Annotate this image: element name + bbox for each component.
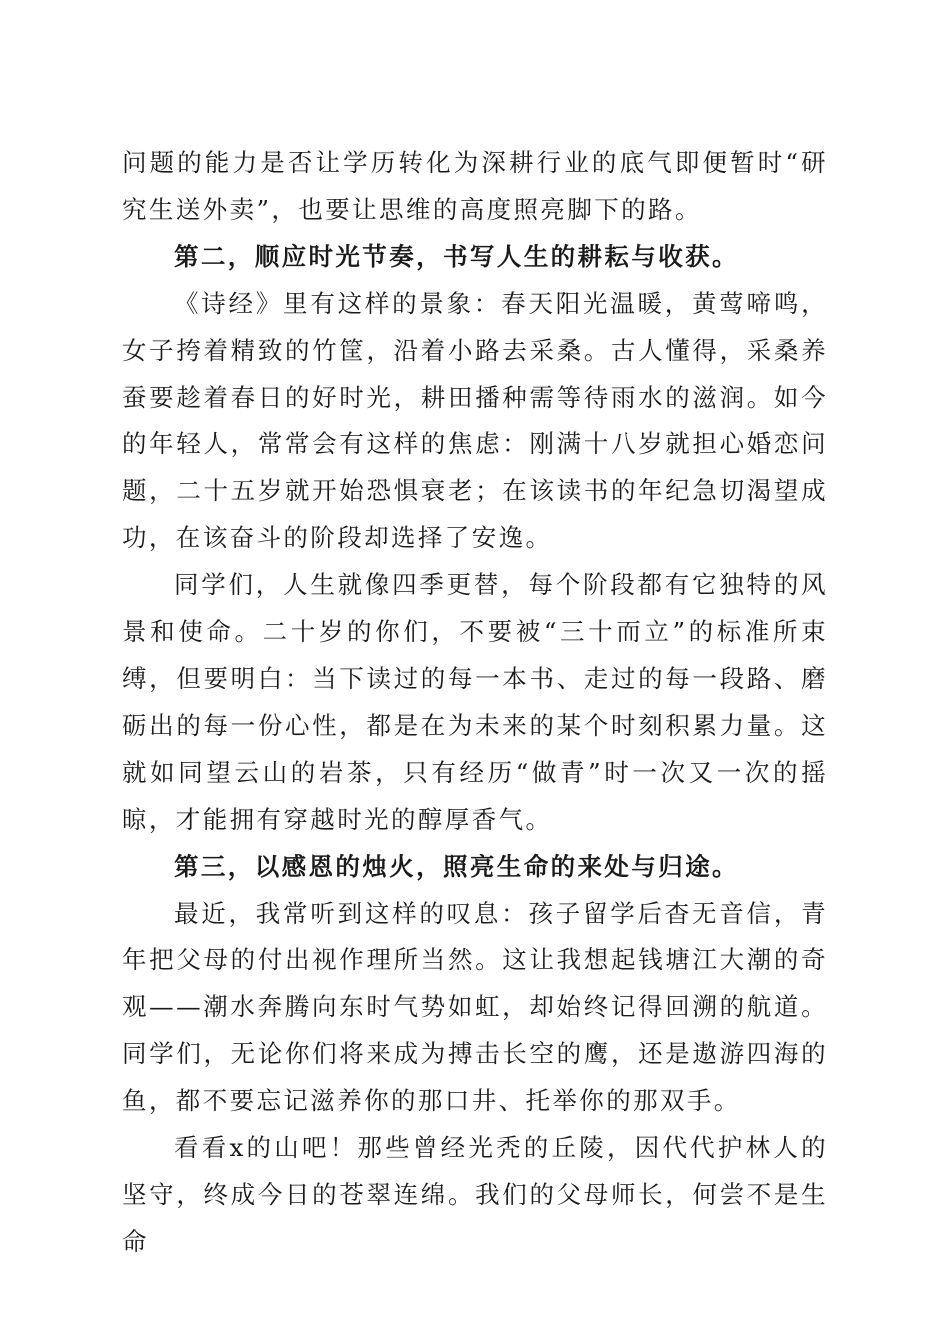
paragraph-mountains: 看看x的山吧！那些曾经光秃的丘陵，因代代护林人的坚守，终成今日的苍翠连绵。我们的父母师长，何尝不是生命 bbox=[122, 1133, 828, 1256]
paragraph-gratitude: 最近，我常听到这样的叹息：孩子留学后杳无音信，青年把父母的付出视作理所当然。这让我想起钱塘江大潮的奇观——潮水奔腾向东时气势如虹，却始终记得回溯的航道。同学们，无论你们将来成为搏击长空的鹰，还是遨游四海的鱼，都不要忘记滋养你的那口井、托举你的那双手。 bbox=[122, 898, 828, 1116]
document-body bbox=[122, 140, 828, 1266]
paragraph-continuation: 问题的能力是否让学历转化为深耕行业的底气即便暂时“研究生送外卖”，也要让思维的高度照亮脚下的路。 bbox=[122, 148, 828, 224]
section-heading-second: 第二，顺应时光节奏，书写人生的耕耘与收获。 bbox=[174, 241, 739, 271]
paragraph-shijing: 《诗经》里有这样的景象：春天阳光温暖，黄莺啼鸣，女子挎着精致的竹筐，沿着小路去采桑。古人懂得，采桑养蚕要趁着春日的好时光，耕田播种需等待雨水的滋润。如今的年轻人，常常会有这样的焦虑：刚满十八岁就担心婚恋问题，二十五岁就开始恐惧衰老；在该读书的年纪急切渴望成功，在该奋斗的阶段却选择了安逸。 bbox=[122, 288, 828, 553]
section-heading-third: 第三，以感恩的烛火，照亮生命的来处与归途。 bbox=[174, 851, 739, 881]
paragraph-four-seasons: 同学们，人生就像四季更替，每个阶段都有它独特的风景和使命。二十岁的你们，不要被“三十而立”的标准所束缚，但要明白：当下读过的每一本书、走过的每一段路、磨砺出的每一份心性，都是在为未来的某个时刻积累力量。这就如同望云山的岩茶，只有经历“做青”时一次又一次的摇晾，才能拥有穿越时光的醇厚香气。 bbox=[122, 570, 828, 834]
